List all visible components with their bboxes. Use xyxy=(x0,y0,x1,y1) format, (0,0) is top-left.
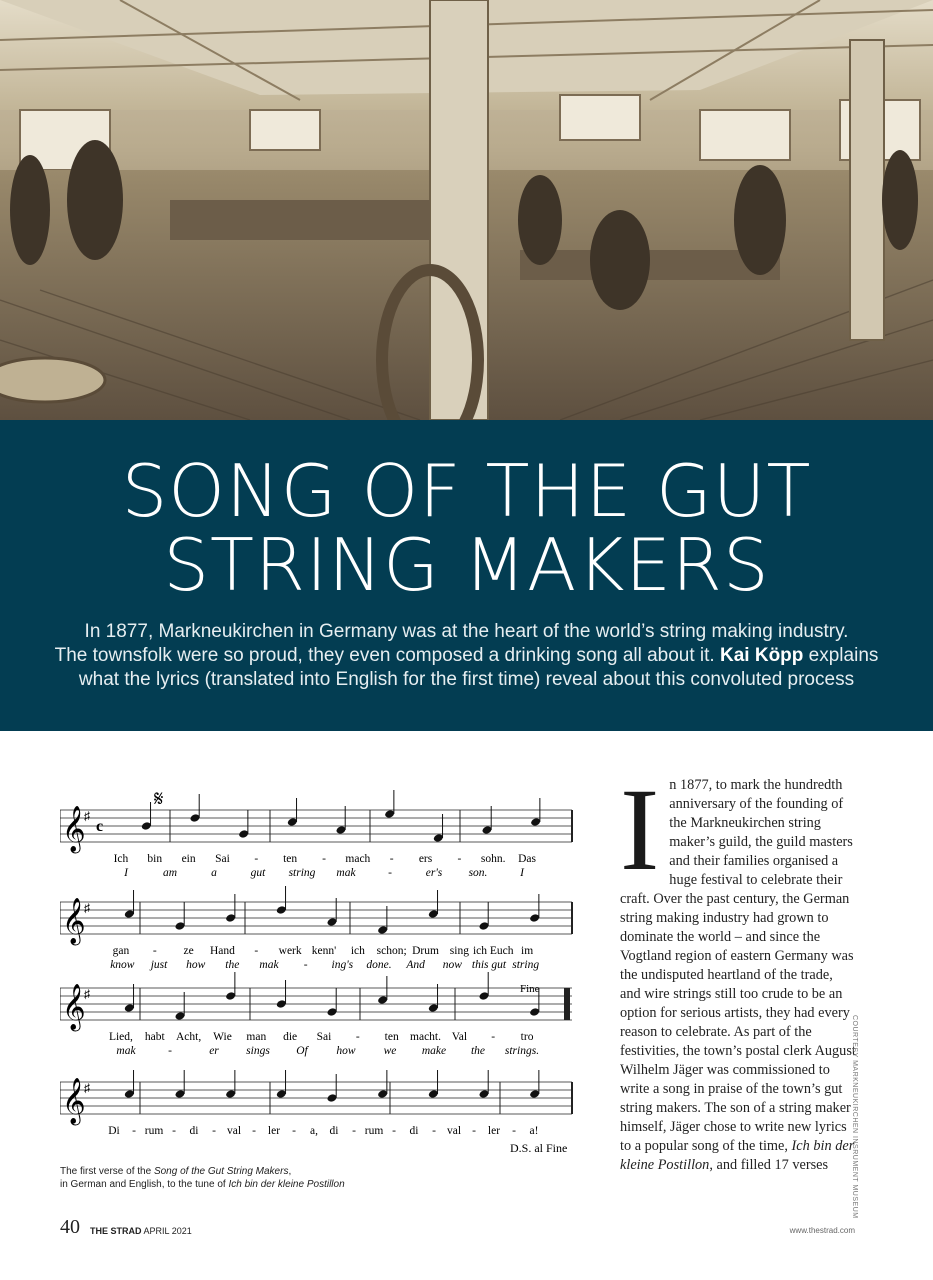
lyric-english: strings. xyxy=(504,1045,540,1057)
lyric-german: ich Euch xyxy=(472,945,514,957)
body-paragraph: n 1877, to mark the hundredth anniversary of the founding of the Markneukirchen string maker’s guild, the guild masters and their families organised a huge festival to celebrate their craft. Over the past century, the German string making industry had grown to dominate the world – and since the Vogtland region of eastern Germany was the undisputed heartland of the trade, and wire strings still too crude to be an option for serious artists, they had every reason to celebrate. As part of the festivities, the town’s postal clerk August Wilhelm Jäger was commissioned to write a song in praise of the town’s gut string makers. The son of a string maker himself, Jäger chose to write new lyrics to a popular song of the time, xyxy=(620,777,856,1154)
lyric-german: - xyxy=(457,853,462,865)
lyric-german: bin xyxy=(147,853,163,865)
lyric-german: ein xyxy=(181,853,196,865)
lyric-german: ich xyxy=(350,945,365,957)
lyric-german: rum xyxy=(144,1125,164,1137)
caption-tune-title: Ich bin der kleine Postillon xyxy=(228,1179,345,1190)
workshop-illustration xyxy=(0,0,933,420)
lyric-english: ing's xyxy=(331,959,354,971)
lyric-english: gut xyxy=(250,867,266,879)
music-score xyxy=(60,780,580,1160)
lyric-german: Val xyxy=(451,1031,468,1043)
lyric-german: - xyxy=(472,1125,476,1137)
lyric-german: Ich xyxy=(113,853,129,865)
key-signature-sharp: ♯ xyxy=(84,901,90,915)
lyric-german: habt xyxy=(144,1031,165,1043)
issue-date: APRIL 2021 xyxy=(143,1226,192,1236)
score-svg xyxy=(60,780,580,1160)
lyric-english: son. xyxy=(468,867,488,879)
lyric-english: done. xyxy=(366,959,392,971)
lyric-german: Wie xyxy=(213,1031,232,1043)
caption-text-1b: , xyxy=(288,1166,292,1177)
standfirst-line-2b: explains xyxy=(808,645,879,666)
lyric-german: im xyxy=(521,945,534,957)
lyric-german: - xyxy=(432,1125,436,1137)
caption-song-title: Song of the Gut String Makers xyxy=(153,1166,289,1177)
lyric-german: ten xyxy=(384,1031,399,1043)
lyric-english: this gut xyxy=(471,959,507,971)
lyric-german: - xyxy=(512,1125,516,1137)
lyric-german: Drum xyxy=(412,945,439,957)
lyric-german: Lied, xyxy=(108,1031,133,1043)
key-signature-sharp: ♯ xyxy=(84,809,90,823)
body-paragraph-end: , and filled 17 verses xyxy=(709,1157,829,1173)
body-column xyxy=(620,764,856,1175)
lyric-german: - xyxy=(172,1125,176,1137)
dropcap: I xyxy=(620,764,660,895)
lyric-german: ler xyxy=(487,1125,501,1137)
lyric-english: am xyxy=(162,867,178,879)
lyric-german: di xyxy=(329,1125,339,1137)
lyric-german: Hand xyxy=(210,945,235,957)
lyric-english: a xyxy=(211,867,217,879)
lyric-german: di xyxy=(189,1125,199,1137)
lyric-german: val xyxy=(446,1125,462,1137)
lyric-german: a, xyxy=(310,1125,318,1137)
lyric-english: the xyxy=(225,959,240,971)
lyric-german: Di xyxy=(108,1125,120,1137)
standfirst-line-3: what the lyrics (translated into English for the first time) reveal about this convoluted process xyxy=(78,669,855,690)
lyric-german: rum xyxy=(364,1125,384,1137)
lyric-german: schon; xyxy=(376,945,407,957)
lyric-german: Das xyxy=(518,853,537,865)
lyric-german: - xyxy=(491,1031,496,1043)
author-name: Kai Köpp xyxy=(720,645,804,666)
lyric-english: string xyxy=(288,867,316,879)
standfirst-line-1: In 1877, Markneukirchen in Germany was at the heart of the world’s string making industry. xyxy=(84,621,849,642)
lyric-english: we xyxy=(383,1045,397,1057)
lyric-english: how xyxy=(186,959,206,971)
lyric-german: - xyxy=(132,1125,136,1137)
key-signature-sharp: ♯ xyxy=(84,987,90,1001)
lyric-german: macht. xyxy=(410,1031,442,1043)
lyric-english: I xyxy=(124,867,128,879)
title-banner xyxy=(0,420,933,731)
body-italic-title: Ich bin der kleine Postillon xyxy=(620,1138,855,1173)
lyric-english: mak xyxy=(336,867,356,879)
lyric-german: ze xyxy=(183,945,194,957)
lyric-german: val xyxy=(226,1125,242,1137)
lyric-german: kenn' xyxy=(311,945,337,957)
lyric-german: gan xyxy=(112,945,130,957)
article-title xyxy=(0,449,933,607)
photo-credit: COURTESY MARKNEUKIRCHEN INSRUMENT MUSEUM xyxy=(851,1015,858,1219)
lyric-english: mak xyxy=(116,1045,136,1057)
title-line-1: SONG OF THE GUT xyxy=(121,449,812,533)
lyric-german: - xyxy=(352,1125,356,1137)
lyric-german: Acht, xyxy=(175,1031,202,1043)
lyric-english: string xyxy=(512,959,540,971)
lyric-german: - xyxy=(322,853,326,865)
lyric-german: - xyxy=(355,1031,360,1043)
lyric-german: ler xyxy=(267,1125,281,1137)
lyric-english: - xyxy=(388,867,392,879)
lyric-german: - xyxy=(254,853,259,865)
lyric-german: - xyxy=(152,945,157,957)
lyric-german: - xyxy=(252,1125,256,1137)
lyric-english: how xyxy=(336,1045,356,1057)
caption-text-2a: in German and English, to the tune of xyxy=(60,1179,226,1190)
treble-clef-icon: 𝄞 xyxy=(62,1078,86,1123)
time-signature: c xyxy=(96,818,104,835)
title-line-2: STRING MAKERS xyxy=(163,523,770,607)
page-number: 40 xyxy=(60,1216,80,1238)
lyric-german: man xyxy=(246,1031,267,1043)
header-photo xyxy=(0,0,933,420)
caption-text-1a: The first verse of the xyxy=(60,1166,152,1177)
lyric-english: - xyxy=(303,959,308,971)
lyric-german: mach xyxy=(345,853,371,865)
treble-clef-icon: 𝄞 xyxy=(62,984,86,1029)
magazine-footer xyxy=(90,1226,192,1236)
lyric-german: - xyxy=(254,945,259,957)
lyric-english: now xyxy=(442,959,462,971)
standfirst-line-2 xyxy=(40,644,893,668)
caption-line-2 xyxy=(60,1178,600,1191)
lyric-german: a! xyxy=(529,1125,539,1137)
standfirst-line-2a: The townsfolk were so proud, they even composed a drinking song all about it. xyxy=(54,645,715,666)
lyric-german: ten xyxy=(283,853,298,865)
lyric-german: sing xyxy=(449,945,469,957)
lyric-english: - xyxy=(168,1045,172,1057)
lyric-english: know xyxy=(110,959,135,971)
lyric-english: mak xyxy=(259,959,279,971)
magazine-name: THE STRAD xyxy=(90,1226,142,1236)
lyric-english: er xyxy=(209,1045,219,1057)
lyric-german: Sai xyxy=(316,1031,332,1043)
lyric-english: Of xyxy=(296,1045,308,1057)
lyric-english: the xyxy=(470,1045,486,1057)
lyric-german: ers xyxy=(418,853,433,865)
key-signature-sharp: ♯ xyxy=(84,1081,90,1095)
ds-al-fine: D.S. al Fine xyxy=(510,1141,568,1155)
lyric-german: di xyxy=(409,1125,419,1137)
fine-mark: Fine xyxy=(520,983,540,995)
segno-sign: 𝄋 xyxy=(154,786,164,811)
standfirst xyxy=(40,620,893,692)
lyric-german: die xyxy=(283,1031,298,1043)
lyric-english: make xyxy=(421,1045,447,1057)
lyric-german: tro xyxy=(520,1031,534,1043)
lyric-german: Sai xyxy=(215,853,230,865)
lyric-german: sohn. xyxy=(480,853,506,865)
lyric-german: - xyxy=(392,1125,396,1137)
treble-clef-icon: 𝄞 xyxy=(62,898,86,943)
lyric-english: just xyxy=(150,959,168,971)
lyric-german: - xyxy=(389,853,394,865)
lyric-english: er's xyxy=(425,867,443,879)
score-caption xyxy=(60,1165,600,1191)
lyric-german: - xyxy=(212,1125,216,1137)
lyric-english: I xyxy=(520,867,524,879)
caption-line-1 xyxy=(60,1165,600,1178)
lyric-english: And xyxy=(406,959,425,971)
lyric-german: werk xyxy=(278,945,302,957)
lyric-german: - xyxy=(292,1125,296,1137)
website-url: www.thestrad.com xyxy=(789,1226,855,1235)
lyric-english: sings xyxy=(246,1045,270,1057)
treble-clef-icon: 𝄞 xyxy=(62,806,86,851)
